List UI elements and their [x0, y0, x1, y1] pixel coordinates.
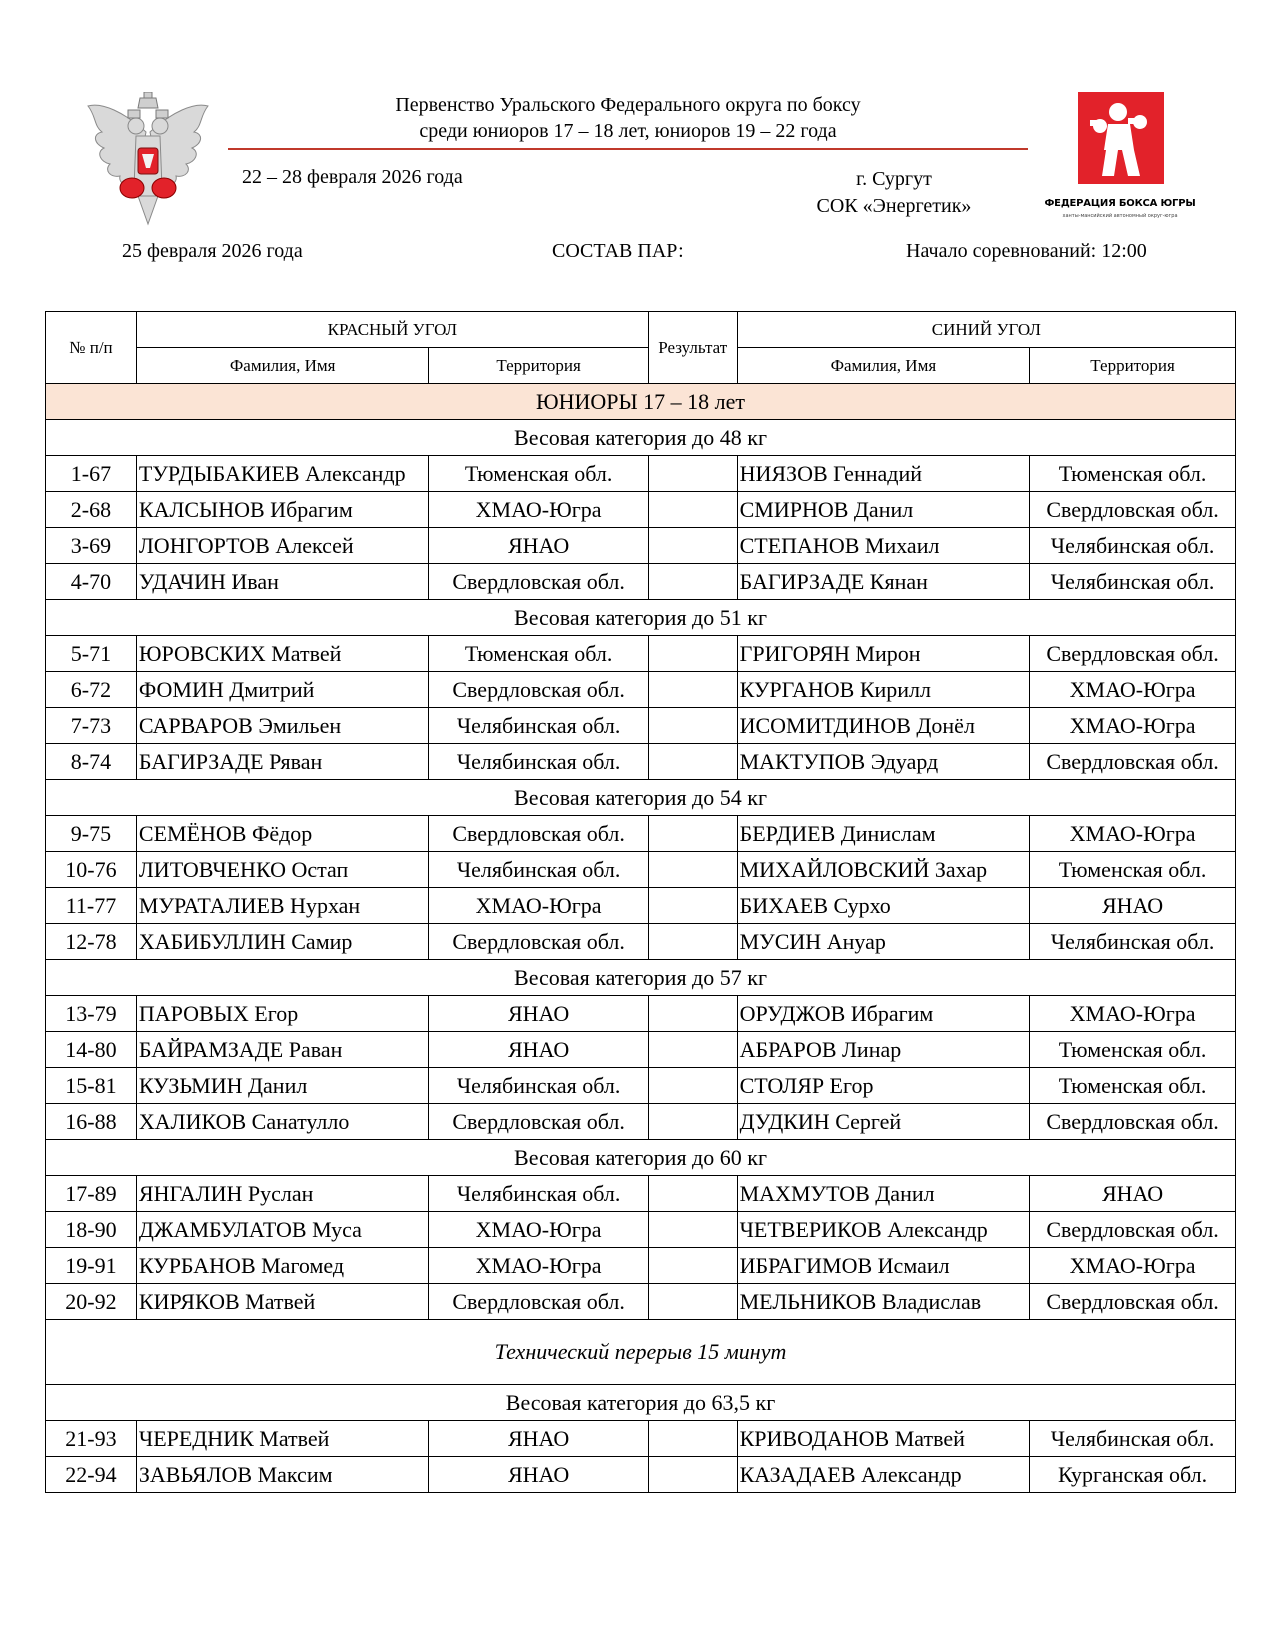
bout-number: 15-81 [46, 1068, 137, 1104]
bout-result [648, 1248, 737, 1284]
bout-row [46, 1068, 1236, 1104]
bout-number: 10-76 [46, 852, 137, 888]
red-fighter-name: ЛОНГОРТОВ Алексей [136, 528, 429, 564]
bout-number: 14-80 [46, 1032, 137, 1068]
red-fighter-name: УДАЧИН Иван [136, 564, 429, 600]
bout-result [648, 996, 737, 1032]
blue-fighter-name: СТЕПАНОВ Михаил [737, 528, 1030, 564]
red-fighter-name: ХАБИБУЛЛИН Самир [136, 924, 429, 960]
blue-fighter-territory: Челябинская обл. [1030, 528, 1236, 564]
red-fighter-territory: ЯНАО [429, 996, 648, 1032]
bout-row [46, 1176, 1236, 1212]
weight-category-row: Весовая категория до 57 кг [46, 960, 1236, 996]
bout-result [648, 1421, 737, 1457]
blue-fighter-name: ОРУДЖОВ Ибрагим [737, 996, 1030, 1032]
blue-fighter-name: МИХАЙЛОВСКИЙ Захар [737, 852, 1030, 888]
bout-row [46, 924, 1236, 960]
red-fighter-name: БАГИРЗАДЕ Ряван [136, 744, 429, 780]
blue-fighter-territory: Курганская обл. [1030, 1457, 1236, 1493]
red-fighter-territory: ХМАО-Югра [429, 1248, 648, 1284]
red-fighter-territory: Свердловская обл. [429, 672, 648, 708]
bout-row [46, 492, 1236, 528]
bout-row [46, 456, 1236, 492]
federation-name: ФЕДЕРАЦИЯ БОКСА ЮГРЫ [1044, 198, 1196, 209]
bout-row [46, 564, 1236, 600]
blue-fighter-name: НИЯЗОВ Геннадий [737, 456, 1030, 492]
blue-fighter-name: ИБРАГИМОВ Исмаил [737, 1248, 1030, 1284]
red-fighter-name: ХАЛИКОВ Санатулло [136, 1104, 429, 1140]
red-fighter-territory: Тюменская обл. [429, 456, 648, 492]
bout-row [46, 1284, 1236, 1320]
bout-row [46, 816, 1236, 852]
bout-number: 21-93 [46, 1421, 137, 1457]
federation-logo [1040, 92, 1200, 222]
bout-result [648, 672, 737, 708]
bout-row [46, 672, 1236, 708]
blue-fighter-territory: Свердловская обл. [1030, 1104, 1236, 1140]
blue-fighter-name: СТОЛЯР Егор [737, 1068, 1030, 1104]
bout-result [648, 852, 737, 888]
weight-category-row: Весовая категория до 63,5 кг [46, 1385, 1236, 1421]
bout-result [648, 456, 737, 492]
red-fighter-name: МУРАТАЛИЕВ Нурхан [136, 888, 429, 924]
red-fighter-name: КУЗЬМИН Данил [136, 1068, 429, 1104]
red-fighter-name: ЧЕРЕДНИК Матвей [136, 1421, 429, 1457]
red-fighter-territory: Свердловская обл. [429, 564, 648, 600]
bout-number: 22-94 [46, 1457, 137, 1493]
weight-category-row: Весовая категория до 54 кг [46, 780, 1236, 816]
document-date: 25 февраля 2026 года [122, 240, 303, 262]
red-fighter-name: БАЙРАМЗАДЕ Раван [136, 1032, 429, 1068]
bout-row [46, 1212, 1236, 1248]
blue-fighter-territory: Свердловская обл. [1030, 636, 1236, 672]
blue-fighter-territory: Свердловская обл. [1030, 1212, 1236, 1248]
blue-fighter-territory: ХМАО-Югра [1030, 816, 1236, 852]
blue-fighter-name: ДУДКИН Сергей [737, 1104, 1030, 1140]
bout-row [46, 708, 1236, 744]
bout-row [46, 1421, 1236, 1457]
federation-subtitle: ханты-мансийский автономный округ-югра [1062, 213, 1178, 219]
red-fighter-name: ЛИТОВЧЕНКО Остап [136, 852, 429, 888]
bout-number: 11-77 [46, 888, 137, 924]
red-fighter-territory: ЯНАО [429, 1421, 648, 1457]
bout-result [648, 1176, 737, 1212]
bout-row [46, 1032, 1236, 1068]
red-fighter-name: САРВАРОВ Эмильен [136, 708, 429, 744]
bout-number: 16-88 [46, 1104, 137, 1140]
red-fighter-territory: ЯНАО [429, 1457, 648, 1493]
bout-number: 1-67 [46, 456, 137, 492]
event-venue: СОК «Энергетик» [816, 195, 972, 217]
document-heading: СОСТАВ ПАР: [552, 240, 684, 262]
bout-row [46, 852, 1236, 888]
event-title [228, 92, 1028, 144]
blue-fighter-territory: Тюменская обл. [1030, 456, 1236, 492]
red-fighter-name: ПАРОВЫХ Егор [136, 996, 429, 1032]
red-fighter-territory: Свердловская обл. [429, 1104, 648, 1140]
bout-number: 5-71 [46, 636, 137, 672]
red-fighter-territory: Свердловская обл. [429, 1284, 648, 1320]
blue-fighter-name: МАКТУПОВ Эдуард [737, 744, 1030, 780]
red-fighter-territory: ХМАО-Югра [429, 492, 648, 528]
blue-fighter-territory: Челябинская обл. [1030, 924, 1236, 960]
blue-fighter-name: МУСИН Ануар [737, 924, 1030, 960]
bout-number: 12-78 [46, 924, 137, 960]
bout-result [648, 1032, 737, 1068]
bout-row [46, 1248, 1236, 1284]
header-blue-territory: Территория [1030, 348, 1236, 384]
blue-fighter-territory: ХМАО-Югра [1030, 708, 1236, 744]
red-fighter-territory: Тюменская обл. [429, 636, 648, 672]
start-time: Начало соревнований: 12:00 [906, 240, 1147, 262]
blue-fighter-name: КРИВОДАНОВ Матвей [737, 1421, 1030, 1457]
header-result: Результат [648, 312, 737, 384]
bout-result [648, 1457, 737, 1493]
blue-fighter-territory: Тюменская обл. [1030, 1032, 1236, 1068]
bout-result [648, 1212, 737, 1248]
blue-fighter-territory: ЯНАО [1030, 1176, 1236, 1212]
event-title-line2: среди юниоров 17 – 18 лет, юниоров 19 – 22 года [419, 120, 837, 142]
federation-logo-mark [1078, 92, 1164, 184]
red-fighter-territory: Челябинская обл. [429, 1176, 648, 1212]
bout-result [648, 528, 737, 564]
red-fighter-territory: Свердловская обл. [429, 816, 648, 852]
bout-number: 20-92 [46, 1284, 137, 1320]
bout-result [648, 816, 737, 852]
bout-result [648, 1284, 737, 1320]
bout-result [648, 744, 737, 780]
blue-fighter-name: КУРГАНОВ Кирилл [737, 672, 1030, 708]
event-dates: 22 – 28 февраля 2026 года [242, 166, 463, 188]
red-fighter-name: СЕМЁНОВ Фёдор [136, 816, 429, 852]
header-red-name: Фамилия, Имя [136, 348, 429, 384]
boxer-icon [1078, 92, 1164, 184]
bout-result [648, 492, 737, 528]
header-blue-corner: СИНИЙ УГОЛ [737, 312, 1235, 348]
event-city: г. Сургут [856, 168, 932, 190]
blue-fighter-territory: ХМАО-Югра [1030, 996, 1236, 1032]
bout-number: 9-75 [46, 816, 137, 852]
red-fighter-name: ЗАВЬЯЛОВ Максим [136, 1457, 429, 1493]
bout-number: 19-91 [46, 1248, 137, 1284]
bout-result [648, 564, 737, 600]
russian-coat-of-arms-emblem [84, 92, 212, 228]
blue-fighter-name: КАЗАДАЕВ Александр [737, 1457, 1030, 1493]
bout-result [648, 888, 737, 924]
red-fighter-territory: ХМАО-Югра [429, 888, 648, 924]
header-number-label: № п/п [69, 337, 113, 357]
blue-fighter-name: БЕРДИЕВ Динислам [737, 816, 1030, 852]
bout-result [648, 636, 737, 672]
red-fighter-name: ФОМИН Дмитрий [136, 672, 429, 708]
age-group-row: ЮНИОРЫ 17 – 18 лет [46, 384, 1236, 420]
blue-fighter-territory: Свердловская обл. [1030, 744, 1236, 780]
header-number [46, 312, 137, 384]
red-fighter-territory: Челябинская обл. [429, 708, 648, 744]
header-blue-name: Фамилия, Имя [737, 348, 1030, 384]
header-red-corner: КРАСНЫЙ УГОЛ [136, 312, 648, 348]
bout-row [46, 528, 1236, 564]
blue-fighter-territory: Свердловская обл. [1030, 1284, 1236, 1320]
blue-fighter-name: ЧЕТВЕРИКОВ Александр [737, 1212, 1030, 1248]
bout-row [46, 888, 1236, 924]
weight-category-row: Весовая категория до 51 кг [46, 600, 1236, 636]
blue-fighter-name: БАГИРЗАДЕ Кянан [737, 564, 1030, 600]
bout-row [46, 1104, 1236, 1140]
header-red-territory: Территория [429, 348, 648, 384]
event-title-line1: Первенство Уральского Федерального округа по боксу [395, 94, 861, 116]
bout-number: 2-68 [46, 492, 137, 528]
blue-fighter-territory: Тюменская обл. [1030, 1068, 1236, 1104]
red-fighter-name: КИРЯКОВ Матвей [136, 1284, 429, 1320]
blue-fighter-territory: Челябинская обл. [1030, 1421, 1236, 1457]
blue-fighter-name: ГРИГОРЯН Мирон [737, 636, 1030, 672]
red-fighter-name: ЮРОВСКИХ Матвей [136, 636, 429, 672]
blue-fighter-territory: Свердловская обл. [1030, 492, 1236, 528]
bout-row [46, 1457, 1236, 1493]
red-fighter-territory: ЯНАО [429, 528, 648, 564]
pairs-table [45, 311, 1236, 1493]
blue-fighter-territory: ХМАО-Югра [1030, 672, 1236, 708]
red-fighter-territory: Челябинская обл. [429, 744, 648, 780]
red-fighter-territory: Челябинская обл. [429, 852, 648, 888]
bout-row [46, 996, 1236, 1032]
blue-fighter-name: ИСОМИТДИНОВ Донёл [737, 708, 1030, 744]
blue-fighter-territory: Челябинская обл. [1030, 564, 1236, 600]
weight-category-row: Весовая категория до 48 кг [46, 420, 1236, 456]
bout-number: 18-90 [46, 1212, 137, 1248]
red-fighter-name: ЯНГАЛИН Руслан [136, 1176, 429, 1212]
red-fighter-name: КАЛСЫНОВ Ибрагим [136, 492, 429, 528]
bout-number: 7-73 [46, 708, 137, 744]
blue-fighter-name: СМИРНОВ Данил [737, 492, 1030, 528]
red-fighter-name: ДЖАМБУЛАТОВ Муса [136, 1212, 429, 1248]
bout-result [648, 1104, 737, 1140]
blue-fighter-name: АБРАРОВ Линар [737, 1032, 1030, 1068]
event-location [760, 166, 1028, 220]
bout-number: 6-72 [46, 672, 137, 708]
bout-result [648, 1068, 737, 1104]
bout-row [46, 636, 1236, 672]
bout-result [648, 708, 737, 744]
blue-fighter-name: МЕЛЬНИКОВ Владислав [737, 1284, 1030, 1320]
red-fighter-name: КУРБАНОВ Магомед [136, 1248, 429, 1284]
bout-number: 13-79 [46, 996, 137, 1032]
bout-number: 8-74 [46, 744, 137, 780]
title-divider [228, 148, 1028, 150]
blue-fighter-territory: ЯНАО [1030, 888, 1236, 924]
bout-row [46, 744, 1236, 780]
bout-result [648, 924, 737, 960]
red-fighter-territory: ЯНАО [429, 1032, 648, 1068]
red-fighter-territory: Челябинская обл. [429, 1068, 648, 1104]
blue-fighter-territory: Тюменская обл. [1030, 852, 1236, 888]
red-fighter-territory: ХМАО-Югра [429, 1212, 648, 1248]
blue-fighter-territory: ХМАО-Югра [1030, 1248, 1236, 1284]
blue-fighter-name: МАХМУТОВ Данил [737, 1176, 1030, 1212]
blue-fighter-name: БИХАЕВ Сурхо [737, 888, 1030, 924]
red-fighter-territory: Свердловская обл. [429, 924, 648, 960]
weight-category-row: Весовая категория до 60 кг [46, 1140, 1236, 1176]
technical-break-row: Технический перерыв 15 минут [46, 1320, 1236, 1385]
bout-number: 4-70 [46, 564, 137, 600]
bout-number: 3-69 [46, 528, 137, 564]
bout-number: 17-89 [46, 1176, 137, 1212]
red-fighter-name: ТУРДЫБАКИЕВ Александр [136, 456, 429, 492]
